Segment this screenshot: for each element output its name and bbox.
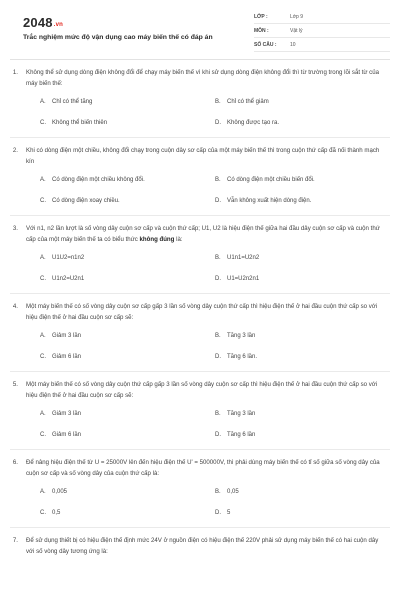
page-title: Trắc nghiệm mức độ vận dụng cao máy biến thế có đáp án	[23, 34, 213, 41]
option-text: Không thể biến thiên	[52, 119, 108, 126]
option-d[interactable]	[215, 504, 390, 521]
question-6	[10, 450, 390, 528]
logo-main: 2048	[23, 15, 53, 30]
question-number: 4.	[12, 303, 18, 310]
question-7	[10, 528, 390, 557]
option-letter: A.	[40, 488, 46, 495]
meta-row-class	[254, 10, 390, 24]
option-letter: B.	[215, 488, 221, 495]
option-b[interactable]	[215, 483, 390, 500]
meta-value: Lớp 9	[290, 13, 304, 20]
question-text-tail: là:	[174, 235, 183, 243]
option-d[interactable]	[215, 114, 390, 131]
option-c[interactable]	[40, 114, 215, 131]
option-d[interactable]	[215, 348, 390, 365]
option-d[interactable]	[215, 270, 390, 287]
options	[10, 167, 390, 215]
option-a[interactable]	[40, 171, 215, 188]
option-text: Giảm 3 lần	[52, 332, 82, 339]
option-b[interactable]	[215, 405, 390, 422]
question-text-main: Với n1, n2 lần lượt là số vòng dây cuộn sơ cấp và cuộn thứ cấp; U1, U2 là hiệu điện thế giữa hai đầu dây cuộn sơ cấp và cuộn thứ cấp của một máy biến thế ta có biểu thức	[26, 225, 380, 243]
site-logo[interactable]	[23, 15, 63, 30]
question-number: 1.	[12, 69, 18, 76]
option-c[interactable]	[40, 504, 215, 521]
option-b[interactable]	[215, 93, 390, 110]
option-letter: B.	[215, 254, 221, 261]
option-c[interactable]	[40, 192, 215, 209]
question-5	[10, 372, 390, 450]
option-text: Tăng 3 lần	[227, 332, 256, 339]
options	[10, 89, 390, 137]
meta-value: 10	[290, 41, 296, 48]
meta-row-subject	[254, 24, 390, 38]
option-text: U1=U2n2n1	[227, 275, 260, 282]
option-text: 5	[227, 509, 231, 516]
options	[10, 323, 390, 371]
option-text: Tăng 6 lần.	[227, 353, 258, 360]
meta-label: LỚP :	[254, 13, 268, 20]
question-text: Để nâng hiệu điện thế từ U = 25000V lên đến hiệu điện thế U' = 500000V, thì phải dùng máy biến thế có tỉ số giữa số vòng dây của cuộn sơ cấp và số vòng dây của cuộn thứ cấp là:	[26, 459, 380, 477]
question-number: 3.	[12, 225, 18, 232]
option-letter: A.	[40, 176, 46, 183]
option-b[interactable]	[215, 327, 390, 344]
option-letter: C.	[40, 353, 46, 360]
question-number: 2.	[12, 147, 18, 154]
question-emphasis: không đúng	[139, 235, 175, 243]
options	[10, 479, 390, 527]
option-letter: A.	[40, 98, 46, 105]
option-a[interactable]	[40, 93, 215, 110]
option-a[interactable]	[40, 249, 215, 266]
option-text: Có dòng điện một chiều biến đổi.	[227, 176, 315, 183]
question-number: 7.	[12, 537, 18, 544]
question-text: Khi có dòng điện một chiều, không đổi chạy trong cuộn dây sơ cấp của một máy biến thế thì trong cuộn thứ cấp đã nối thành mạch kín	[26, 147, 380, 165]
option-letter: B.	[215, 410, 221, 417]
option-text: Có dòng điện một chiều không đổi.	[52, 176, 145, 183]
meta-info	[254, 10, 390, 52]
question-number: 5.	[12, 381, 18, 388]
option-text: Có dòng điện xoay chiều.	[52, 197, 120, 204]
option-letter: C.	[40, 275, 46, 282]
option-text: 0,05	[227, 488, 239, 495]
logo-suffix: .vn	[53, 22, 64, 28]
question-number: 6.	[12, 459, 18, 466]
option-letter: A.	[40, 332, 46, 339]
option-text: Chỉ có thể giảm	[227, 98, 269, 105]
meta-row-count	[254, 38, 390, 52]
question-3	[10, 216, 390, 294]
option-text: 0,005	[52, 488, 68, 495]
question-text: Để sử dụng thiết bị có hiệu điện thế định mức 24V ở nguồn điện có hiệu điện thế 220V phải sử dụng máy biến thế có hai cuộn dây với số vòng dây tương ứng là:	[26, 537, 379, 555]
option-letter: C.	[40, 431, 46, 438]
option-letter: B.	[215, 176, 221, 183]
option-letter: C.	[40, 197, 46, 204]
option-letter: B.	[215, 332, 221, 339]
header	[10, 0, 390, 60]
option-text: U1n2=U2n1	[52, 275, 85, 282]
question-2	[10, 138, 390, 216]
option-text: Giảm 6 lần	[52, 353, 82, 360]
question-1	[10, 60, 390, 138]
option-letter: D.	[215, 275, 221, 282]
option-text: Giảm 6 lần	[52, 431, 82, 438]
option-letter: C.	[40, 509, 46, 516]
option-letter: A.	[40, 410, 46, 417]
option-a[interactable]	[40, 483, 215, 500]
meta-label: SỐ CÂU :	[254, 41, 277, 48]
options	[10, 245, 390, 293]
option-text: Không được tạo ra.	[227, 119, 279, 126]
options	[10, 401, 390, 449]
option-a[interactable]	[40, 405, 215, 422]
option-letter: D.	[215, 197, 221, 204]
meta-value: Vật lý	[290, 27, 303, 34]
question-text: Một máy biến thế có số vòng dây cuộn sơ cấp gấp 3 lần số vòng dây cuộn thứ cấp thì hiệu điện thế ở hai đầu cuộn thứ cấp so với hiệu điện thế ở hai đầu cuộn sơ cấp sẽ:	[26, 303, 378, 321]
meta-label: MÔN :	[254, 27, 269, 34]
option-text: U1n1=U2n2	[227, 254, 260, 261]
option-c[interactable]	[40, 426, 215, 443]
option-letter: D.	[215, 119, 221, 126]
option-letter: D.	[215, 509, 221, 516]
option-letter: B.	[215, 98, 221, 105]
option-d[interactable]	[215, 426, 390, 443]
option-c[interactable]	[40, 348, 215, 365]
option-letter: D.	[215, 353, 221, 360]
option-d[interactable]	[215, 192, 390, 209]
option-letter: A.	[40, 254, 46, 261]
option-letter: D.	[215, 431, 221, 438]
option-text: Giảm 3 lần	[52, 410, 82, 417]
question-text	[26, 224, 390, 245]
question-4	[10, 294, 390, 372]
option-b[interactable]	[215, 171, 390, 188]
option-a[interactable]	[40, 327, 215, 344]
option-text: Tăng 6 lần	[227, 431, 256, 438]
option-b[interactable]	[215, 249, 390, 266]
question-text: Không thể sử dụng dòng điện không đổi để chạy máy biến thế vì khi sử dụng dòng điện không đổi thì từ trường trong lõi sắt từ của máy biến thế:	[26, 69, 380, 87]
option-text: 0,5	[52, 509, 61, 516]
option-text: Tăng 3 lần	[227, 410, 256, 417]
option-text: Chỉ có thể tăng	[52, 98, 93, 105]
option-letter: C.	[40, 119, 46, 126]
option-text: Vẫn không xuất hiện dòng điện.	[227, 197, 312, 204]
option-text: U1U2=n1n2	[52, 254, 85, 261]
option-c[interactable]	[40, 270, 215, 287]
question-text: Một máy biến thế có số vòng dây cuộn thứ cấp gấp 3 lần số vòng dây cuộn sơ cấp thì hiệu điện thế ở hai đầu cuộn thứ cấp so với hiệu điện thế ở hai đầu cuộn sơ cấp sẽ:	[26, 381, 378, 399]
